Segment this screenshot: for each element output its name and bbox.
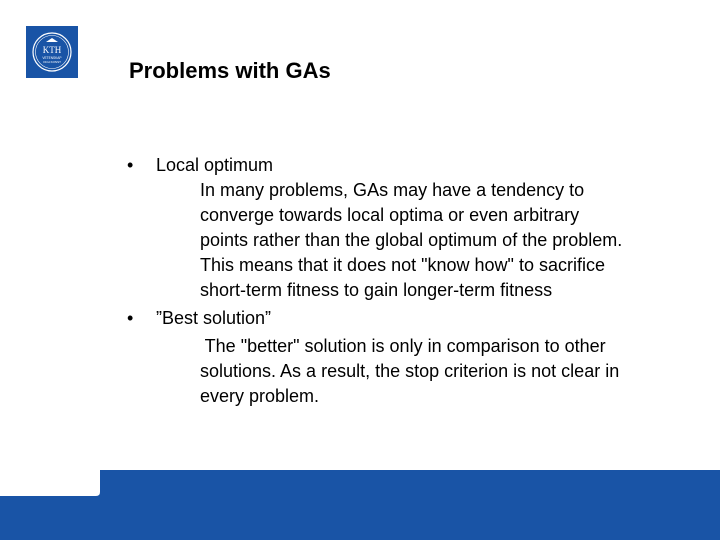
bullet-icon: • bbox=[127, 308, 134, 328]
bullet-body bbox=[200, 178, 720, 303]
body-line: points rather than the global optimum of the problem. bbox=[200, 230, 623, 250]
body-line: every problem. bbox=[200, 386, 320, 406]
logo-text: KTH bbox=[42, 45, 62, 55]
bullet-body bbox=[200, 334, 720, 409]
body-line: converge towards local optima or even arbitrary bbox=[200, 205, 580, 225]
bullet-icon: • bbox=[127, 155, 134, 175]
footer-bar bbox=[0, 470, 720, 540]
body-line: This means that it does not "know how" to sacrifice bbox=[200, 255, 605, 275]
bullet-heading: ”Best solution” bbox=[156, 308, 272, 328]
slide-content bbox=[0, 153, 720, 409]
logo-subtext-2: OCH KONST bbox=[43, 60, 61, 64]
slide-title: Problems with GAs bbox=[129, 58, 331, 83]
bullet-item-best-solution bbox=[0, 306, 720, 409]
bullet-heading: Local optimum bbox=[156, 155, 274, 175]
bullet-item-local-optimum bbox=[0, 153, 720, 303]
body-line: The "better" solution is only in comparison to other bbox=[200, 336, 606, 356]
body-line: short-term fitness to gain longer-term fitness bbox=[200, 280, 553, 300]
kth-logo-icon bbox=[26, 26, 78, 78]
logo-subtext: VETENSKAP bbox=[42, 56, 62, 60]
body-line: In many problems, GAs may have a tendency to bbox=[200, 180, 585, 200]
body-line: solutions. As a result, the stop criterion is not clear in bbox=[200, 361, 620, 381]
